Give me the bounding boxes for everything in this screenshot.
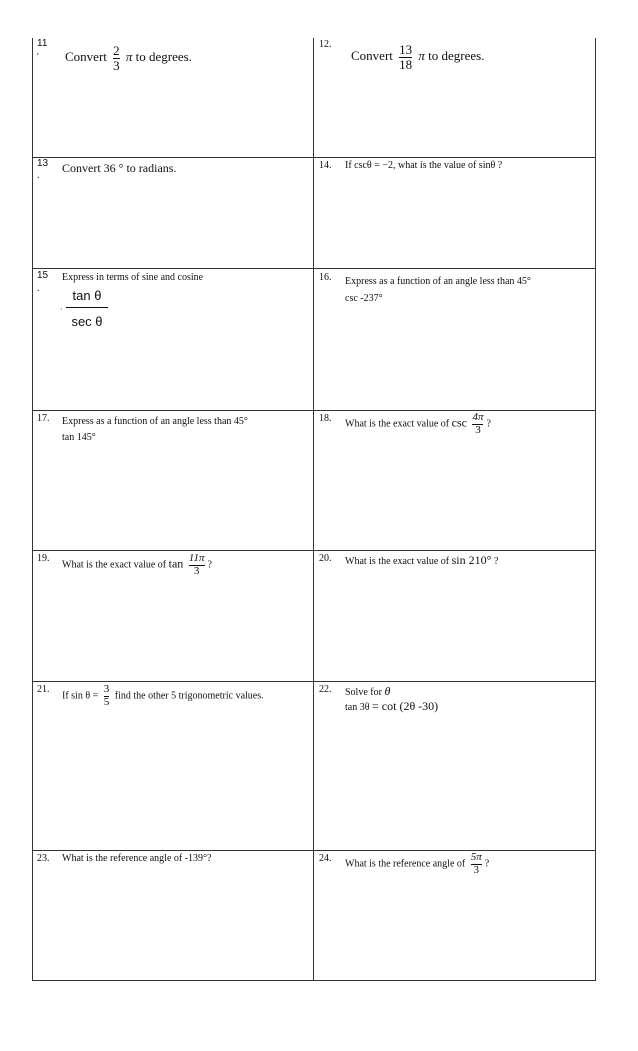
- fraction: $\frac{2}{3}$: [113, 43, 120, 73]
- grid-line-row-2: [32, 268, 596, 269]
- problem-text: Convert 36 ° to radians.: [62, 161, 177, 175]
- grid-line-row-6: [32, 850, 596, 851]
- grid-line-row-1: [32, 157, 596, 158]
- problem-subtext: csc -237°: [345, 293, 383, 304]
- problem-text: What is the exact value of tan $\frac{11\pi}{3}$ ?: [62, 552, 212, 577]
- problem-text: Convert $\frac{13}{18}$ π to degrees.: [351, 42, 485, 72]
- problem-number: 22.: [319, 684, 332, 695]
- problem-dot: .: [37, 170, 40, 181]
- problem-text: Convert $\frac{2}{3}$ π to degrees.: [65, 43, 192, 73]
- problem-number: 14.: [319, 160, 332, 171]
- problem-text: Solve for θ: [345, 684, 391, 698]
- problem-text: Express as a function of an angle less than 45°: [62, 416, 248, 427]
- problem-subtext: tan 145°: [62, 432, 96, 443]
- problem-text: What is the exact value of csc $\frac{4\pi}{3}$ ?: [345, 411, 491, 436]
- tan-over-sec-fraction: tan θ sec θ: [66, 288, 108, 329]
- problem-number: 17.: [37, 413, 50, 424]
- problem-number: 15: [37, 270, 49, 281]
- fraction: $\frac{5\pi}{3}$: [470, 851, 482, 876]
- problem-number: 21.: [37, 684, 50, 695]
- grid-line-row-3: [32, 410, 596, 411]
- grid-line-row-5: [32, 681, 596, 682]
- problem-text: If cscθ = −2, what is the value of sinθ ?: [345, 160, 503, 171]
- grid-line-row-4: [32, 550, 596, 551]
- grid-line-right: [595, 38, 596, 981]
- problem-number: 19.: [37, 553, 50, 564]
- fraction: $\frac{13}{18}$: [399, 42, 413, 72]
- grid-line-left: [32, 38, 33, 981]
- problem-number: 13: [37, 158, 49, 169]
- grid-line-middle: [313, 38, 314, 981]
- problem-number: 23.: [37, 853, 50, 864]
- problem-text: If sin θ = $\frac{3}{5}$ find the other 5 trigonometric values.: [62, 683, 264, 708]
- problem-number: 11: [37, 38, 48, 49]
- problem-text: What is the exact value of sin 210° ?: [345, 553, 499, 567]
- problem-number: 16.: [319, 272, 332, 283]
- grid-line-bottom: [32, 980, 596, 981]
- problem-text: Express in terms of sine and cosine: [62, 272, 204, 283]
- problem-number: 24.: [319, 853, 332, 864]
- problem-number: 20.: [319, 553, 332, 564]
- problem-equation: tan 3θ = cot (2θ -30): [345, 699, 439, 713]
- problem-number: 12.: [319, 39, 332, 50]
- problem-dot: ': [37, 52, 39, 63]
- fraction: $\frac{11\pi}{3}$: [188, 552, 205, 577]
- problem-dot: .: [37, 283, 40, 294]
- problem-text: What is the reference angle of $\frac{5\pi}{3}$ ?: [345, 851, 490, 876]
- tick-mark: ·: [60, 305, 63, 314]
- fraction: $\frac{3}{5}$: [103, 683, 110, 708]
- problem-text: What is the reference angle of -139°?: [62, 853, 212, 864]
- problem-number: 18.: [319, 413, 332, 424]
- fraction: $\frac{4\pi}{3}$: [472, 411, 484, 436]
- problem-text: Express as a function of an angle less than 45°: [345, 276, 531, 287]
